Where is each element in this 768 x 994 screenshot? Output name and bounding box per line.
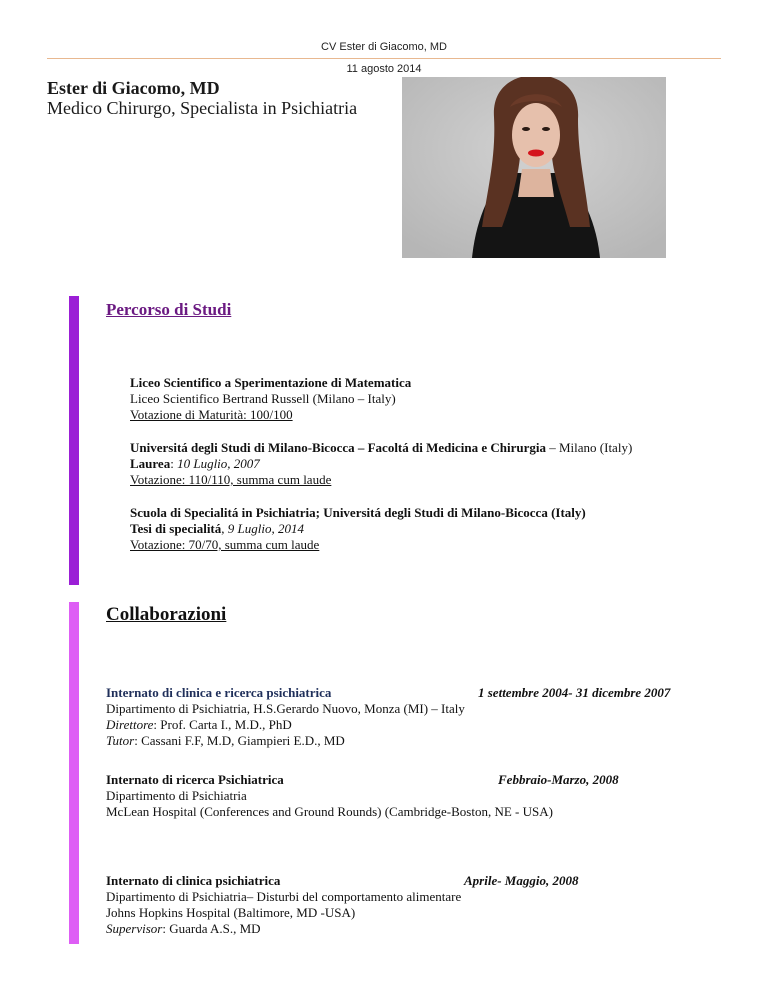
header-divider [47, 58, 721, 59]
collab-entry-title: Internato di clinica e ricerca psichiatrica [106, 685, 332, 700]
study-entry-school: Liceo Scientifico Bertrand Russell (Milano – Italy) [130, 391, 396, 406]
collab-entry-mclean [106, 772, 553, 820]
study-entry-title: Universitá degli Studi di Milano-Bicocca – Facoltá di Medicina e Chirurgia [130, 440, 546, 455]
collab-entry-supervisor: Guarda A.S., MD [169, 921, 261, 936]
study-entry-location: – Milano (Italy) [545, 440, 633, 455]
collab-entry-label: Direttore [106, 717, 154, 732]
person-role: Medico Chirurgo, Specialista in Psichiatria [47, 98, 358, 118]
collaborations-heading: Collaborazioni [106, 604, 227, 625]
study-entry-liceo [130, 375, 411, 423]
collab-entry-hospital: McLean Hospital (Conferences and Ground Rounds) (Cambridge-Boston, NE - USA) [106, 804, 553, 819]
collab-entry-monza: Internato di clinica e ricerca psichiatrica Dipartimento di Psichiatria, H.S.Gerardo Nuovo, Monza (MI) – Italy Direttore: Prof. Carta I., M.D., PhD Tutor: Cassani F.F, M.D, Giampieri E.D., MD [106, 685, 465, 748]
study-entry-specialita: Scuola di Specialitá in Psichiatria; Universitá degli Studi di Milano-Bicocca (Italy) Tesi di specialitá, 9 Luglio, 2014 Votazione: 70/70, summa cum laude [130, 505, 586, 552]
collab-entry-dates: Aprile- Maggio, 2008 [464, 873, 579, 888]
study-entry-date: 10 Luglio, 2007 [177, 456, 260, 471]
collab-entry-title: Internato di clinica psichiatrica [106, 873, 281, 888]
study-entry-date: 9 Luglio, 2014 [227, 521, 304, 536]
profile-photo [402, 77, 666, 258]
study-entry-grade: Votazione: 70/70, summa cum laude [130, 537, 320, 552]
collab-entry-department: Dipartimento di Psichiatria– Disturbi del comportamento alimentare [106, 889, 462, 904]
collab-entry-hospital: Johns Hopkins Hospital (Baltimore, MD -USA) [106, 905, 356, 920]
collab-entry-label: Tutor [106, 733, 135, 748]
collaborations-accent-bar [69, 602, 79, 944]
study-entry-label: Tesi di specialitá [130, 521, 222, 536]
study-entry-title: Liceo Scientifico a Sperimentazione di Matematica [130, 375, 412, 390]
study-entry-label: Laurea [130, 456, 171, 471]
study-entry-grade: Votazione: 110/110, summa cum laude [130, 472, 332, 487]
running-header-title: CV Ester di Giacomo, MD [321, 41, 447, 53]
collab-entry-director: Prof. Carta I., M.D., PhD [160, 717, 292, 732]
portrait-illustration [402, 77, 666, 258]
collab-entry-hopkins: Internato di clinica psichiatrica Dipartimento di Psichiatria– Disturbi del comportamento alimentare Johns Hopkins Hospital (Baltimore, MD -USA) Supervisor: Guarda A.S., MD [106, 873, 462, 936]
collab-entry-title: Internato di ricerca Psichiatrica [106, 772, 284, 787]
collab-entry-department: Dipartimento di Psichiatria, H.S.Gerardo Nuovo, Monza (MI) – Italy [106, 701, 465, 716]
studies-accent-bar [69, 296, 79, 585]
running-header-date: 11 agosto 2014 [346, 63, 422, 75]
studies-heading: Percorso di Studi [106, 300, 232, 319]
collab-entry-dates: Febbraio-Marzo, 2008 [498, 772, 619, 787]
collab-entry-dates: 1 settembre 2004- 31 dicembre 2007 [478, 685, 671, 700]
study-entry-title: Scuola di Specialitá in Psichiatria; Universitá degli Studi di Milano-Bicocca (Italy) [130, 505, 586, 520]
study-entry-grade: Votazione di Maturità: 100/100 [130, 407, 293, 422]
study-entry-laurea: Universitá degli Studi di Milano-Bicocca – Facoltá di Medicina e Chirurgia – Milano (Italy) Laurea: 10 Luglio, 2007 Votazione: 110/110, summa cum laude [130, 440, 750, 488]
person-name: Ester di Giacomo, MD [47, 78, 220, 98]
collab-entry-tutor: Cassani F.F, M.D, Giampieri E.D., MD [141, 733, 345, 748]
collab-entry-label: Supervisor [106, 921, 163, 936]
collab-entry-department: Dipartimento di Psichiatria [106, 788, 247, 803]
